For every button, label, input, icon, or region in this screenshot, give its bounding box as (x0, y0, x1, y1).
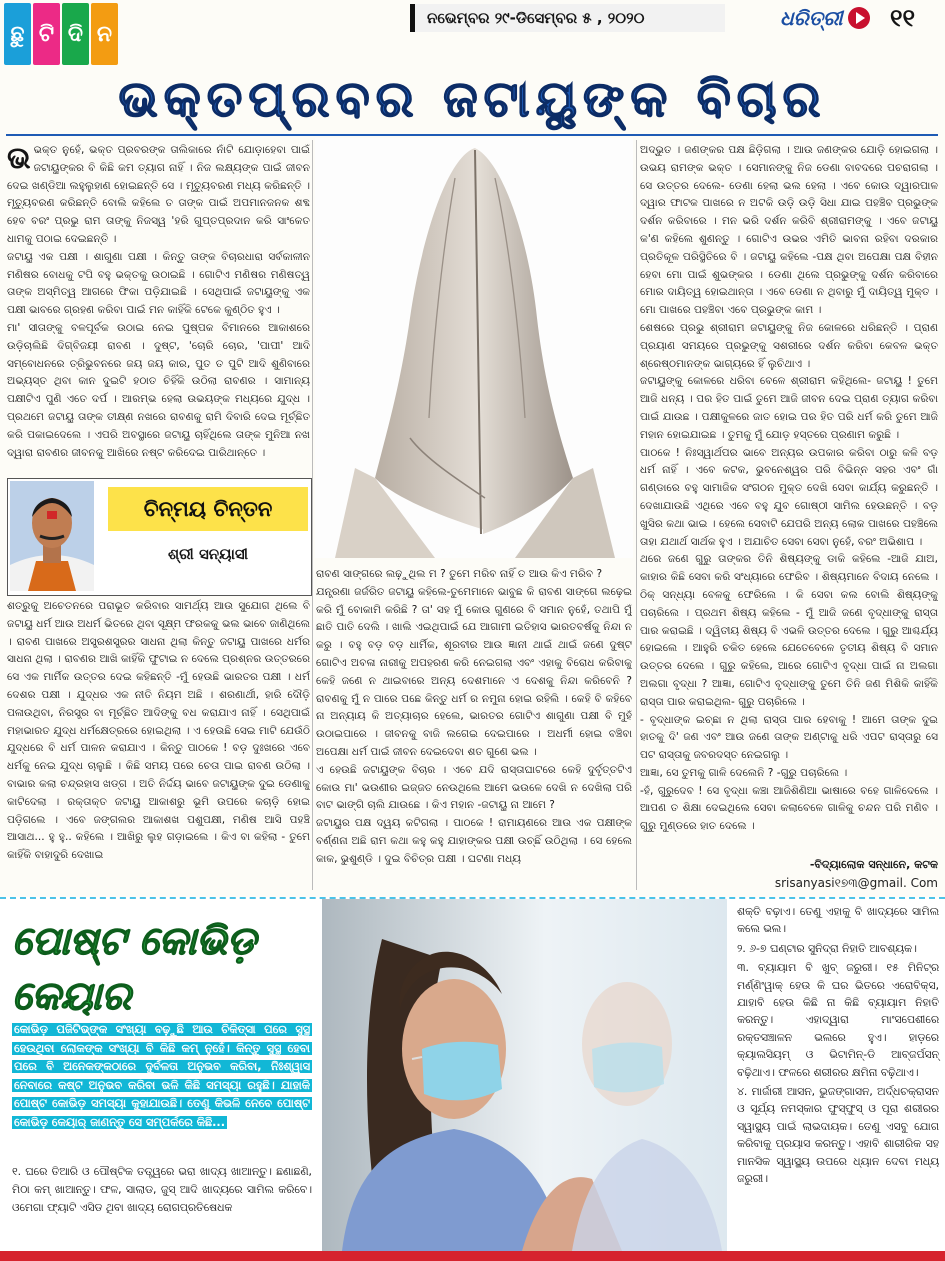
tip-item: ୪. ମାର୍ଜାରୀ ଆସନ, ଭୁଜଙ୍ଗାସନ, ଅର୍ଦ୍ଧଚକ୍ରାସନ ଓ ସୂର୍ଯ୍ୟ ନମସ୍କାର ଫୁସ୍‌ଫୁସ୍ ଓ ପୂରା ଶରୀରର ସ୍ୱାସ୍ଥ୍ୟ ପାଇଁ ଲାଭଦାୟକ। ତେଣୁ ଏସବୁ ଯୋଗ କରିବାକୁ ପ୍ରୟାସ କରନ୍ତୁ। ଏହାବି ଶାରୀରିକ ସହ ମାନସିକ ସ୍ୱାସ୍ଥ୍ୟ ଉପରେ ଧ୍ୟାନ ଦେବା ମଧ୍ୟ ଜରୁରୀ। (737, 1085, 939, 1186)
columnist-portrait (10, 481, 94, 591)
section-letter: ଟି (33, 3, 60, 65)
article-col1-bottom (7, 598, 310, 888)
praying-hands-image (315, 138, 633, 558)
page-number: ୧୧ (890, 4, 916, 32)
post-covid-tip-1: ୧. ଘରେ ତିଆରି ଓ ପୌଷ୍ଟିକ ତତ୍ତ୍ୱରେ ଭରା ଖାଦ୍ୟ ଖାଆନ୍ତୁ। ଛଣାଛଣି, ମିଠା କମ୍ ଖାଆନ୍ତୁ। ଫଳ, ସାଲାଡ, ଜୁସ୍ ଆଦି ଖାଦ୍ୟରେ ସାମିଲ କରିବେ। ଓମେଗା ଫ୍ୟାଟି ଏସିଡ ଥିବା ଖାଦ୍ୟ ରୋଗପ୍ରତିଷେଧକ (12, 1165, 312, 1214)
paragraph: ଜଟାୟୁର ପକ୍ଷ ଦ୍ୱୟ କଟିଗଲା । ପାଠକେ ! ରାମାୟଣରେ ଆଉ ଏକ ପକ୍ଷୀଙ୍କ ବର୍ଣ୍ଣନା ଅଛି ରାମ କଥା କହୁ କହୁ ଯାହାଙ୍କର ପକ୍ଷୀ ଉଚ୍ଛିଁ ଉଠିଥିଲା । ସେ ହେଲେ କାକ, ଭୁଶୁଣ୍ଡି । ଦୁଇ ବିଚିତ୍ର ପକ୍ଷୀ । ଘଟଣା ମଧ୍ୟ (316, 817, 632, 865)
brand-name: ଧରିତ୍ରୀ (780, 6, 843, 30)
columnist-name: ଶ୍ରୀ ସନ୍ୟାସୀ (168, 545, 248, 563)
paragraph: - ବୃଦ୍ଧାଙ୍କ ଇଚ୍ଛା ନ ଥିଲା ରାସ୍ତା ପାର ହେବାକୁ ! ଆମେ ତାଙ୍କ ଦୁଇ ହାତକୁ ଦି' ଜଣ ଏବଂ ଆଉ ଜଣେ ତାଙ୍କ ଅଣ୍ଟାକୁ ଧରି ଏପଟ ରାସ୍ତାରୁ ସେ ପଟ ରାସ୍ତାକୁ ଜବରଦସ୍ତ ନେଇଗଲୁ । (640, 713, 938, 762)
masked-woman-photo (322, 899, 727, 1251)
section-logo (4, 3, 118, 65)
page-bottom-bar (0, 1251, 945, 1261)
article-col2-bottom (316, 566, 632, 888)
article-col3 (640, 142, 938, 854)
section-letter: ନ (91, 3, 118, 65)
brand-logo (780, 4, 885, 32)
portrait-photo (10, 481, 94, 591)
post-covid-intro (12, 1021, 312, 1132)
paragraph: ଜଟାୟୁଙ୍କୁ କୋଳରେ ଧରିବା ବେଳେ ଶ୍ରୀରାମ କହିଥିଲେ- ଜଟାୟୁ ! ତୁମେ ଆଜି ଧନ୍ୟ । ପର ହିତ ପାଇଁ ତୁମେ ଆଜି ଜୀବନ ଦେଇ ପ୍ରାଣ ତ୍ୟାଗ କରିବା ପାଇଁ ଯାଉଛ । ପକ୍ଷୀକୁଳରେ ଜାତ ହୋଇ ପର ହିତ ପରି ଧର୍ମ କରି ତୁମେ ଆଜି ମହାନ ହୋଇଯାଇଛ । ତୁମକୁ ମୁଁ ଯୋଡ଼ ହସ୍ତରେ ପ୍ରଣାମ କରୁଛି । (640, 375, 938, 441)
paragraph: ପାଠକେ ! ନିଃସ୍ୱାର୍ଥପର ଭାବେ ଅନ୍ୟର ଉପକାର କରିବା ଠାରୁ କଳି ବଡ଼ ଧର୍ମ ନାହିଁ । ଏବେ କଟକ, ଭୁବନେଶ୍ୱର ପରି ବିଭିନ୍ନ ସହର ଏବଂ ଗାଁ ଗଣ୍ଡାରେ ବହୁ ସାମାଜିକ ସଂଗଠନ ମୁକ୍ତ ଦେଖି ସେବା କାର୍ଯ୍ୟ କରୁଛନ୍ତି । ଦେଖାଯାଉଛି ଏଥିରେ ଏବେ ବହୁ ଯୁବ ଗୋଷ୍ଠୀ ସାମିଲ ହେଉଛନ୍ତି । ବଡ଼ ଖୁସିର କଥା ଭାଇ । ହେଲେ ସେବାଟି ଯେପରି ଅନ୍ୟ ଲୋକ ପାଖରେ ପହଞ୍ଚିଲେ ତାହା ଯଥାର୍ଥ ସାର୍ଥକ ହୁଏ । ଅଯାଚିତ ସେବା ସେବା ନୁହେଁ, ବରଂ ଅଭିଶାପ । (640, 446, 938, 548)
play-icon (848, 7, 870, 29)
paragraph-text: ଭକ୍ତ ନୁହେଁ, ଭକ୍ତ ପ୍ରବରଙ୍କ ତାଲିକାରେ ନାଁଟି ଯୋଡ଼ାହେବା ପାଇଁ ଜଟାୟୁଙ୍କର ବି କିଛି କମ ତ୍ୟାଗ ନାହିଁ । ନିଜ ଲକ୍ଷ୍ୟଙ୍କ ପାଇଁ ଜୀବନ ଦେଇ ଖଣ୍ଡିଆ ଲହୁଲୁହାଣ ହୋଇଛନ୍ତି ସେ । ମୃତ୍ୟୁବରଣ ମଧ୍ୟ କରିଛନ୍ତି । ମୃତ୍ୟୁବରଣ କରିଛନ୍ତି ବୋଲି କହିଲେ ତ ତାଙ୍କ ପାଇଁ ଅପମାନଜନକ ଶବ୍ଦ ହେବ ବରଂ ପ୍ରଭୁ ରାମ ତାଙ୍କୁ ନିଜସ୍ୱ 'ହରି ଗୁପ୍ତପ୍ରଦାନ କରି ସାଂକେତ ଧାମକୁ ପଠାଇ ଦେଇଛନ୍ତି । (7, 144, 310, 245)
paragraph: ଅଦ୍ଭୁତ । ଜଣଙ୍କର ପକ୍ଷ ଛିଡ଼ିଗଲା । ଆଉ ଜଣଙ୍କର ଯୋଡ଼ି ହୋଇଗଲା । ଉଭୟ ରାମଙ୍କ ଭକ୍ତ । ସେମାନଙ୍କୁ ନିଜ ଡେଣା ବାବଦରେ ପଚରାଗଲା । ସେ ଉତ୍ତର ଦେଲେ- ଡେଣା ହେଲା ଭଲ ହେଲା । ଏବେ କୋଉ ଦ୍ୱାରପାଳ ଦ୍ୱାର ଫାଟକ ପାଖରେ ନ ଅଟକି ଉଡ଼ି ଉଡ଼ି ସିଧା ଯାଇ ପହଞ୍ଚିବ ପ୍ରଭୁଙ୍କ ଦର୍ଶନ କରିବାରେ । ମନ ଭରି ଦର୍ଶନ କରିବି ଶ୍ରୀରାମଙ୍କୁ । ଏବେ ଜଟାୟୁ କ'ଣ କହିଲେ ଶୁଣନ୍ତୁ । ଗୋଟିଏ ଉଭର ଏମିତି ଭାବନା ରହିବା ଦରକାର ପ୍ରତିକୂଳ ପରିସ୍ଥିତିରେ ବି । ଜଟାୟୁ କହିଲେ -ପକ୍ଷ ଥିବା ଅପେକ୍ଷା ପକ୍ଷ ବିହୀନ ହେବା ମୋ ପାଇଁ ଶୁଭଙ୍କର । ଡେଣା ଥିଲେ ପ୍ରଭୁଙ୍କୁ ଦର୍ଶନ କରିବାରେ ମୋର ଦାୟିତ୍ୱ ହୋଇଥାନ୍ତା । ଏବେ ଡେଣା ନ ଥିବାରୁ ମୁଁ ଦାୟିତ୍ୱ ମୁକ୍ତ । ମୋ ପାଖରେ ପହଞ୍ଚିବା ଏବେ ପ୍ରଭୁଙ୍କ କାମ । (640, 144, 938, 317)
issue-dateline: ନଭେମ୍ବର ୨୯-ଡିସେମ୍ବର ୫ , ୨୦୨୦ (410, 4, 725, 32)
paragraph: ଥରେ ଜଣେ ଗୁରୁ ତାଙ୍କର ତିନି ଶିଷ୍ୟଙ୍କୁ ଡାକି କହିଲେ -ଆଜି ଯାଅ, କାହାର କିଛି ସେବା କରି ସଂଧ୍ୟାରେ ଫେରିବ । ଶିଷ୍ୟମାନେ ବିଦାୟ ନେଲେ । ଠିକ୍ ସନ୍ଧ୍ୟା ବେଳକୁ ଫେରିଲେ । କି ସେବା କଲ ବୋଲି ଶିଷ୍ୟଙ୍କୁ ପଚାରିଲେ । ପ୍ରଥମ ଶିଷ୍ୟ କହିଲେ - ମୁଁ ଆଜି ଜଣେ ବୃଦ୍ଧାଙ୍କୁ ରାସ୍ତା ପାର କରାଇଛି । ଦ୍ୱିତୀୟ ଶିଷ୍ୟ ବି ଏଭଳି ଉତ୍ତର ଦେଲେ । ଗୁରୁ ଆଶ୍ଚର୍ଯ୍ୟ ହୋଇଲେ । ଆହୁରି ଚକିତ ହେଲେ ଯେତେବେଳେ ତୃତୀୟ ଶିଷ୍ୟ ବି ସମାନ ଉତ୍ତର ଦେଲେ । ଗୁରୁ କହିଲେ, ଆରେ ଗୋଟିଏ ବୃଦ୍ଧା ପାଇଁ ନା ଅଲଗା ଅଲଗା ବୃଦ୍ଧା ? ଆଜ୍ଞା, ଗୋଟିଏ ବୃଦ୍ଧାଙ୍କୁ ତୁମେ ତିନି ଜଣ ମିଶିକି କାହିଁକି ରାସ୍ତା ପାର କରାଇଥିଲ- ଗୁରୁ ପଚାରିଲେ । (640, 553, 938, 708)
masked-woman-image (322, 899, 727, 1251)
tip-item: ଶକ୍ତି ବଢ଼ାଏ। ତେଣୁ ଏହାକୁ ବି ଖାଦ୍ୟରେ ସାମିଲ କଲେ ଭଲ। (737, 905, 939, 936)
column-divider (636, 140, 637, 890)
author-email: srisanyasi୧୭୩@gmail. Com (774, 876, 938, 890)
paragraph: ଶେଷରେ ପ୍ରଭୁ ଶ୍ରୀରାମ ଜଟାୟୁଙ୍କୁ ନିଜ କୋଳରେ ଧରିଛନ୍ତି । ପ୍ରାଣ ପ୍ରୟାଣ ସମୟରେ ପ୍ରଭୁଙ୍କୁ ସଶରୀରେ ଦର୍ଶନ କରିବା କେବଳ ଭକ୍ତ ଶ୍ରେଷ୍ଠମାନଙ୍କ ଭାଗ୍ୟରେ ହିଁ ଲୁଚିଥାଏ । (640, 321, 938, 370)
paragraph: ଏ ହେଉଛି ଜଟାୟୁଙ୍କ ବିଚାର । ଏବେ ଯଦି ରାସ୍ତାଘାଟରେ କେହି ଦୁର୍ବୃତ୍ତଟିଏ କୋଉ ମା' ଭଉଣୀର ଇଜ୍ଜତ ନେଉଥିଲେ ଆମେ ଭଉଳେ ଦେଖି ନ ଦେଖିଲା ପରି ବାଟ ଭାଙ୍ଗି ଚାଲି ଯାଉଛେ । କିଏ ମହାନ -ଜଟାୟୁ ନା ଆମେ ? (316, 763, 632, 812)
paragraph: ମା' ସୀତାଙ୍କୁ ବଳପୂର୍ବକ ଉଠାଇ ନେଇ ପୁଷ୍ପକ ବିମାନରେ ଆକାଶରେ ଉଡ଼ିଚାଲିଛି ଦିଗ୍ବିଜୟୀ ରାବଣ । ଦୁଷ୍ଟ, 'ଚୋରି ଚୋର, 'ପାପୀ' ଆଦି ସମ୍ବୋଧନରେ ତ୍ରିଭୁବନରେ ଜୟ ଜୟ କାର, ପୁତ ତ ପୁଟି ଆଦି ଶୁଣିବାରେ ଅଭ୍ୟସ୍ତ ଥିବା କାନ ଦୁଇଟି ହଠାତ ଚିହିଁକି ଉଠିଲା ରାବଣର । ସାମାନ୍ୟ ପକ୍ଷୀଟିଏ ପୁଣି ଏତେ ଦର୍ପ । ଆରମ୍ଭ ହେଲା ଉଭୟଙ୍କ ମଧ୍ୟରେ ଯୁଦ୍ଧ । ପ୍ରଥମେ ଜଟାୟୁ ତାଙ୍କ ତୀକ୍ଷ୍ଣ ନଖରେ ରାବଣକୁ ରାମି ଦିବାରି ଦେଇ ମୂର୍ଚ୍ଛିତ କରି ପକାଇଦେଲେ । ଏପରି ଅବସ୍ଥାରେ ଜଟାୟୁ ଚାହିଁଥିଲେ ତାଙ୍କ ମୁନିଆ ନଖ ଦ୍ୱାରା ରାବଣର ଜୀବନକୁ ଆଖିରେ ନଷ୍ଟ କରିଦେଇ ପାରିଥାନ୍ତେ । (7, 321, 310, 459)
column-divider (312, 140, 313, 890)
paragraph: ଯନ୍ତ୍ରଣା ଜର୍ଜରିତ ଜଟାୟୁ କହିଲେ-ତୁମେମାନେ ଭାବୁଛ କି ରାବଣ ସାଙ୍ଗେ ଲଢ଼େଇ କରି ମୁଁ ବୋକାମି କରିଛି ? ତା' ସହ ମୁଁ କୋଉ ଗୁଣରେ ବି ସମାନ ନୁହେଁ, ତଥାପି ମୁଁ ଛାତି ପାତି ଦେଲି । ଖାଲି ଏଇଥିପାଇଁ ଯେ ଆଗାମୀ ଇତିହାସ ଭାରତବର୍ଷକୁ ନିନ୍ଦା ନ କରୁ । ବହୁ ବଡ଼ ବଡ଼ ଧାର୍ମିକ, ଶୂରବୀର ଆଉ ଜ୍ଞାନୀ ଥାଇଁ ଥାଇଁ ଜଣେ ଦୁଷ୍ଟ ଗୋଟିଏ ଅବଳା ନାରୀକୁ ଅପହରଣ କରି ନେଇଗଲା ଏବଂ ଏହାକୁ ବିରୋଧ କରିବାକୁ କେହି ଜଣେ ନ ଥାଇବାରେ ଅନ୍ୟ ଦେଶମାନେ ଏ ଦେଶକୁ ନିନ୍ଦା କରିବେନି ? ରାବଣକୁ ମୁଁ ନ ପାରେ ପଛେ କିନ୍ତୁ ଧର୍ମ ର ନମୁନା ହୋଇ ରହିଲି । କେହି ବି କହିବେ ନା ଅନ୍ୟାୟ କି ଅତ୍ୟାଚାର ହେଲେ, ଭାରତର ଗୋଟିଏ ଶାଗୁଣା ପକ୍ଷୀ ବି ମୁହଁ ଉଠାଇପାରେ । ଜୀବନକୁ ବାଜି ଲଗେଇ ଦେଇପାରେ । ଅଧର୍ମୀ ହୋଇ ବଞ୍ଚିବା ଅପେକ୍ଷା ଧର୍ମ ପାଇଁ ଜୀବନ ଦେଇଦେବା ଶତ ଗୁଣେ ଭଲ । (316, 585, 632, 758)
article-headline: ଭକ୍ତପ୍ରବର ଜଟାୟୁଙ୍କ ବିଚାର (118, 70, 827, 128)
drop-cap: ଭ (7, 142, 31, 176)
article-col1-top (7, 142, 310, 474)
paragraph: ଆଜ୍ଞା, ସେ ତୁମକୁ ଗାଳି ଦେଲେନି ? -ଗୁରୁ ପଚାରିଲେ । (640, 766, 848, 779)
post-covid-section (0, 897, 945, 1251)
columnist-box (7, 478, 312, 596)
paragraph: ଜଟାୟୁ ଏକ ପକ୍ଷୀ । ଶାଗୁଣା ପକ୍ଷୀ । କିନ୍ତୁ ତାଙ୍କ ବିଚାରଧାରା ସର୍ବକାଳୀନ ମଣିଷର ବୋଧକୁ ଟପି ବହୁ ଭକ୍ତକୁ ଉଠାଇଛି । ଗୋଟିଏ ମଣିଷର ମଣିଷତ୍ୱ ତାଙ୍କ ଅସ୍ମିତ୍ୱ ଆଗରେ ଫିକା ପଡ଼ିଯାଇଛି । ସେଥିପାଇଁ ଜଟାୟୁଙ୍କୁ ଏକ ପକ୍ଷୀ ଭାବରେ ଗ୍ରହଣ କରିବା ପାଇଁ ମନ କାହିଁକି ଟେକେ କୁଣ୍ଠିତ ହୁଏ । (7, 250, 310, 317)
tip-item: ୨. ୬-୭ ଘଣ୍ଟାର ସୁନିଦ୍ରା ନିହାତି ଆବଶ୍ୟକ। (737, 941, 917, 955)
paragraph: -ହଁ, ଗୁରୁଦେବ ! ସେ ବୃଦ୍ଧା କଞ୍ଚା ଆଜିଶିଣିଆ ଭାଷାରେ ବହେ ଗାଳିଦେଲେ । ଆପଣ ତ ଶିକ୍ଷା ଦେଇଥିଲେ ସେବା କଲାବେଳେ ଗାଳିକୁ ଚନ୍ଦନ ପରି ମଣିବ । ଗୁରୁ ମୁଣ୍ଡରେ ହାତ ଦେଲେ । (640, 784, 938, 833)
tip-item: ୩. ବ୍ୟାୟାମ ବି ଖୁବ୍ ଜରୁରୀ। ୧୫ ମିନିଟ୍ର ମର୍ଣ୍ଣିଂୱାକ୍ ହେଉ କି ଘର ଭିତରେ ଏରୋବିକ୍ସ, ଯାହାବି ହେଉ କିଛି ନା କିଛି ବ୍ୟାୟାମ ନିହାତି କରନ୍ତୁ। ଏହାଦ୍ୱାରା ମାଂସପେଶୀରେ ରକ୍ତସଞ୍ଚାଳନ ଭଲରେ ହୁଏ। ହାଡ଼ରେ କ୍ୟାଲସିୟମ୍ ଓ ଭିଟାମିନ୍-ଡି ଆବ୍ଜର୍ପସନ୍ ବଢ଼ିଥାଏ। ଫଳରେ ଶରୀରର କ୍ଷମିନା ବଢ଼ିଥାଏ। (737, 961, 939, 1079)
post-covid-title: ପୋଷ୍ଟ କୋଭିଡ଼ କେୟାର (12, 919, 256, 1019)
article-byline: -ବିଦ୍ୟାଲୋକ ସନ୍ଧାନେ, କଟକ (809, 858, 938, 871)
section-letter: ଦି (62, 3, 89, 65)
paragraph: ଶତ୍ରୁକୁ ଅଚେତନରେ ପରାଭୂତ କରିବାର ସାମର୍ଥ୍ୟ ଆଉ ସୁଯୋଗ ଥିଲେ ବି ଜଟାୟୁ ଧର୍ମ ଆଉ ଅଧର୍ମ ଭିତରେ ଥିବା ସୂକ୍ଷ୍ମ ଫରକକୁ ଭଲ ଭାବେ ଜାଣିଥିଲେ । ରାବଣ ପାଖରେ ଅସ୍ତ୍ରଶସ୍ତ୍ରର ସାଧନା ଥିଲା କିନ୍ତୁ ଜଟାୟୁ ପାଖରେ ଧର୍ମର ସାଧନା ଥିଲା । ରାବଣର ଆଖି କାହିଁକି ଫୁଟାଇ ନ ଦେଲେ ପ୍ରଶ୍ନର ଉତ୍ତରରେ ସେ ଏକ ମାର୍ମିକ ଉତ୍ତର ଦେଇ କହିଛନ୍ତି -ମୁଁ ହେଉଛି ଭାରତର ପକ୍ଷୀ । ଧର୍ମ ଦେଶର ପକ୍ଷୀ । ଯୁଦ୍ଧର ଏକ ନୀତି ନିୟମ ଅଛି । ଶରଣାର୍ଥୀ, ହାରି ଦୌଡ଼ି ପଳାଉଥିବା, ନିରସ୍ତ୍ର ବା ମୂର୍ଚ୍ଛିତ ଆଦିଙ୍କୁ ବଧ କରାଯାଏ ନାହିଁ । ସେଥିପାଇଁ ମହାଭାରତ ଯୁଦ୍ଧ ଧର୍ମକ୍ଷେତ୍ରରେ ହୋଇଥିଲା । ଏ ହେଉଛି ସେଇ ମାଟି ଯେଉଁଠି ଯୁଦ୍ଧରେ ବି ଧର୍ମ ପାଳନ କରାଯାଏ । କିନ୍ତୁ ପାଠକେ ! ବଡ଼ ଦୁଃଖରେ ଏବେ ଧର୍ମକୁ ନେଇ ଯୁଦ୍ଧ ଚାଲୁଛି । କିଛି ସମୟ ପରେ ଚେତା ପାଇ ରାବଣ ଉଠିଲା । ବାଭାର କଲା ଚନ୍ଦ୍ରହାସ ଖଡ୍ଗ । ଅତି ନିର୍ଦ୍ଦୟ ଭାବେ ଜଟାୟୁଙ୍କ ଦୁଇ ଡେଣାକୁ କାଟିଦେଲା । ରକ୍ତାକ୍ତ ଜଟାୟୁ ଆକାଶରୁ ଭୂମି ଉପରେ କଚାଡ଼ି ହୋଇ ପଡ଼ିଗଲେ । ଏବେ ଜଙ୍ଗଲର ଆକାଶଖ ପଶୁପକ୍ଷୀ, ମଣିଷ ଆସି ପହଞ୍ଚି ଆସାଥ... ହୁ ହୁ.. କହିଲେ । ଆଖିରୁ ଲୁହ ଗଡ଼ାଇଲେ । କିଏ ବା କହିଲା - ତୁମେ କାହିଁକି ବାହାଦୁରି ଦେଖାଇ (7, 600, 310, 862)
post-covid-tips (737, 903, 939, 1190)
intro-text: କୋଭିଡ଼ ପଜିଟିଭ୍‌ଙ୍କ ସଂଖ୍ୟା ବଢ଼ୁଛି ଆଉ ଚିକିତ୍ସା ପରେ ସୁସ୍ଥ ହେଉଥିବା ଲୋକଙ୍କ ସଂଖ୍ୟା ବି କିଛି କମ୍ ନୁହେଁ। କିନ୍ତୁ ସୁସ୍ଥ ହେବା ପରେ ବି ଅନେକଙ୍କଠାରେ ଦୁର୍ବଳତା ଅନୁଭବ କରିବା, ନିଃଶ୍ୱାସ ନେବାରେ କଷ୍ଟ ଅନୁଭବ କରିବା ଭଳି କିଛି ସମସ୍ୟା ରହୁଛି। ଯାହାକି ପୋଷ୍ଟ କୋଭିଡ଼ ସମସ୍ୟା କୁହାଯାଉଛି। ତେଣୁ କିଭଳି ନେବେ ପୋଷ୍ଟ କୋଭିଡ଼ କେୟାର୍ ଜାଣନ୍ତୁ ସେ ସମ୍ପର୍କରେ କିଛି... (14, 1023, 310, 1129)
praying-hands-illustration (315, 138, 633, 558)
column-title: ଚିନ୍ମୟ ଚିନ୍ତନ (108, 487, 308, 531)
section-letter: ଛୁ (4, 3, 31, 65)
headline-rule (6, 134, 938, 136)
paragraph (7, 142, 310, 249)
paragraph: ରାବଣ ସାଙ୍ଗରେ ଲଢ଼ୁଥିଲ ମ ? ତୁମେ ମରିବ ନାହିଁ ତ ଆଉ କିଏ ମରିବ ? (316, 568, 603, 580)
